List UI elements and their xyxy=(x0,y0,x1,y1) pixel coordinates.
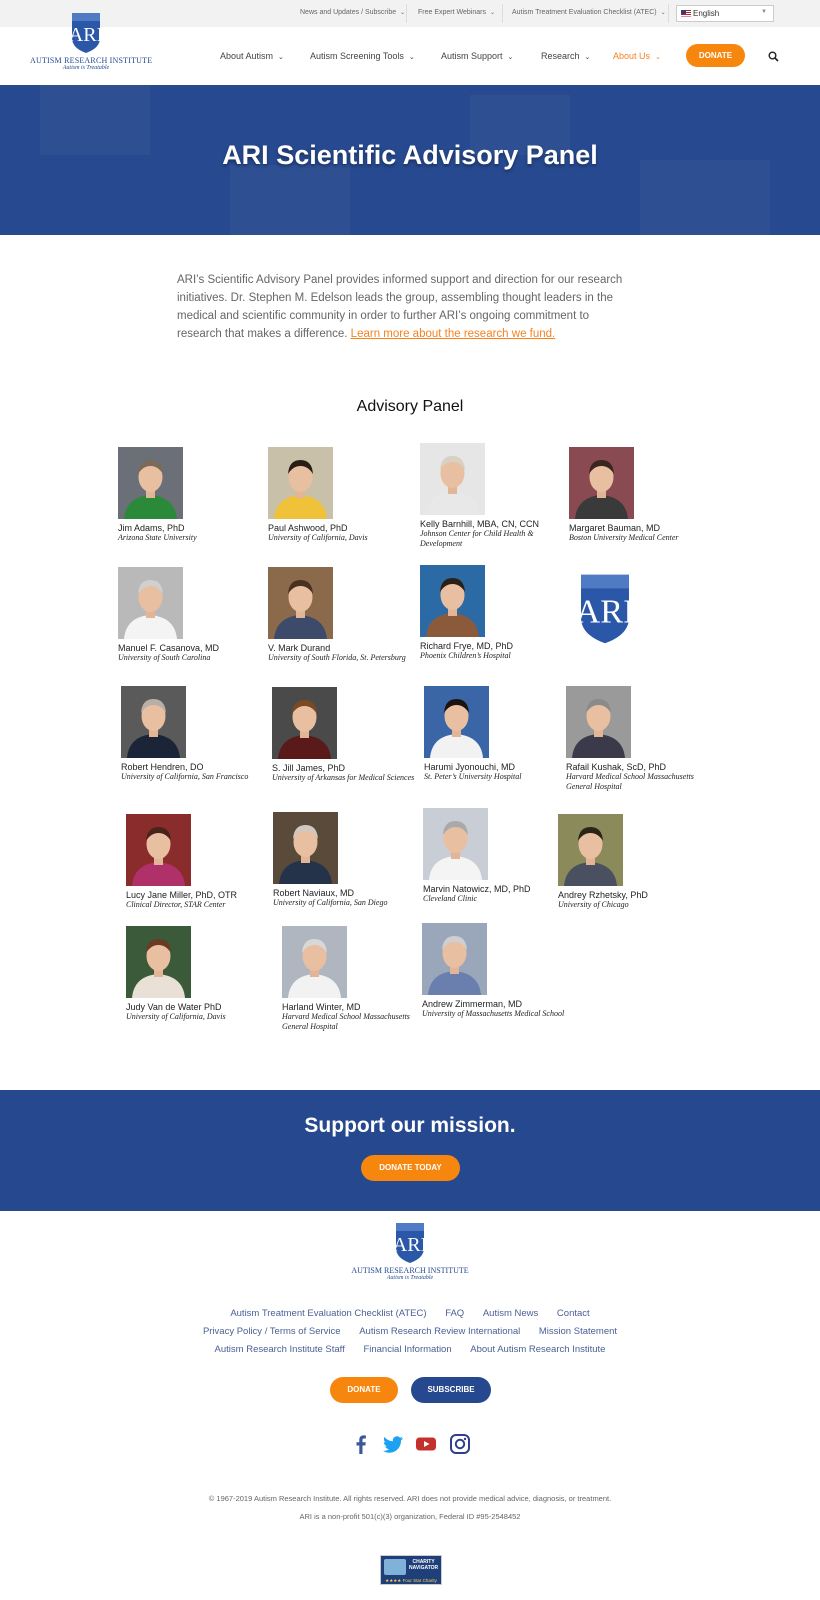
advisor-photo xyxy=(422,923,487,995)
advisor-card xyxy=(118,567,268,663)
ari-logo-tile xyxy=(569,567,719,650)
advisor-name: Andrey Rzhetsky, PhD xyxy=(558,890,648,900)
nav-label: Autism Screening Tools xyxy=(310,51,404,61)
advisor-affiliation: St. Peter’s University Hospital xyxy=(424,772,522,781)
advisor-affiliation: University of California, Davis xyxy=(126,1012,226,1021)
advisor-name: Andrew Zimmerman, MD xyxy=(422,999,523,1009)
advisor-card xyxy=(126,926,276,1022)
advisor-name: Lucy Jane Miller, PhD, OTR xyxy=(126,890,238,900)
advisor-card xyxy=(126,814,276,910)
advisor-name: Marvin Natowicz, MD, PhD xyxy=(423,884,531,894)
logo-tagline: Autism is Treatable xyxy=(62,65,110,71)
advisor-affiliation: University of Chicago xyxy=(558,900,629,909)
advisor-name: S. Jill James, PhD xyxy=(272,763,346,773)
nav-label: Research xyxy=(541,51,580,61)
ari-shield-icon xyxy=(575,573,635,645)
advisor-affiliation: University of South Carolina xyxy=(118,653,211,662)
advisor-photo xyxy=(566,686,631,758)
nav-label: About Autism xyxy=(220,51,274,61)
topbar-link-webinars[interactable] xyxy=(418,9,495,16)
logo-name: AUTISM RESEARCH INSTITUTE xyxy=(351,1266,469,1275)
chevron-down-icon: ⌄ xyxy=(584,54,591,61)
advisor-photo xyxy=(424,686,489,758)
advisor-affiliation: Boston University Medical Center xyxy=(569,533,679,542)
advisor-affiliation: University of California, Davis xyxy=(268,533,368,542)
chevron-down-icon: ⌄ xyxy=(400,10,406,16)
site-logo[interactable] xyxy=(30,12,153,74)
svg-text:ARI: ARI xyxy=(575,592,635,631)
advisor-name: Paul Ashwood, PhD xyxy=(268,523,348,533)
footer-donate-button[interactable]: DONATE xyxy=(330,1377,398,1403)
charity-navigator-logo-icon xyxy=(384,1559,406,1575)
advisor-name: Kelly Barnhill, MBA, CN, CCN xyxy=(420,519,540,529)
youtube-icon[interactable] xyxy=(415,1433,437,1455)
advisor-name: Margaret Bauman, MD xyxy=(569,523,661,533)
footer-link-privacy[interactable]: Privacy Policy / Terms of Service xyxy=(202,1326,341,1337)
advisor-name: Harland Winter, MD xyxy=(282,1002,361,1012)
advisor-photo xyxy=(420,565,485,637)
advisor-card xyxy=(422,923,572,1019)
footer-link-autism-news[interactable]: Autism News xyxy=(482,1308,539,1319)
advisor-photo xyxy=(121,686,186,758)
advisor-card xyxy=(282,926,432,1032)
footer-link-staff[interactable]: Autism Research Institute Staff xyxy=(214,1344,345,1355)
advisor-photo xyxy=(273,812,338,884)
advisor-affiliation: University of Massachusetts Medical School xyxy=(422,1009,565,1018)
advisor-card xyxy=(121,686,271,782)
research-funded-link[interactable]: Learn more about the research we fund. xyxy=(350,328,556,340)
divider xyxy=(668,4,669,23)
badge-line: Four Star Charity xyxy=(402,1578,437,1583)
nav-screening-tools[interactable] xyxy=(310,51,415,61)
advisor-photo xyxy=(126,814,191,886)
badge-line: NAVIGATOR xyxy=(409,1565,439,1571)
copyright-text: © 1967-2019 Autism Research Institute. All rights reserved. ARI does not provide medical advice, diagnosis, or treatment. xyxy=(208,1494,612,1503)
footer-link-arri[interactable]: Autism Research Review International xyxy=(359,1326,521,1337)
section-title: Advisory Panel xyxy=(356,398,464,415)
advisor-card xyxy=(268,567,418,663)
advisor-photo xyxy=(268,447,333,519)
svg-text:ARI: ARI xyxy=(392,1234,428,1256)
nav-research[interactable] xyxy=(541,51,590,61)
footer-link-faq[interactable]: FAQ xyxy=(445,1308,465,1319)
advisor-photo xyxy=(420,443,485,515)
advisor-affiliation: Phoenix Children’s Hospital xyxy=(420,651,511,660)
twitter-icon[interactable] xyxy=(382,1433,404,1455)
advisor-name: Harumi Jyonouchi, MD xyxy=(424,762,516,772)
chevron-down-icon: ⌄ xyxy=(408,54,415,61)
topbar-link-news[interactable] xyxy=(300,9,405,16)
advisor-card xyxy=(273,812,423,908)
advisor-card xyxy=(569,447,719,543)
advisor-affiliation: Harvard Medical School Massachusetts General Hospital xyxy=(566,772,694,791)
donate-today-button[interactable]: DONATE TODAY xyxy=(361,1155,460,1181)
logo-name: AUTISM RESEARCH INSTITUTE xyxy=(30,56,153,65)
footer-link-atec[interactable]: Autism Treatment Evaluation Checklist (ATEC) xyxy=(230,1308,427,1319)
advisor-name: Judy Van de Water PhD xyxy=(126,1002,222,1012)
advisor-card xyxy=(424,686,574,782)
footer-logo[interactable] xyxy=(350,1222,470,1281)
advisor-card xyxy=(566,686,716,792)
advisor-card xyxy=(420,565,570,661)
nav-autism-support[interactable] xyxy=(441,51,513,61)
advisor-photo xyxy=(558,814,623,886)
nonprofit-text: ARI is a non-profit 501(c)(3) organization, Federal ID #95-2548452 xyxy=(299,1512,521,1521)
advisor-card xyxy=(423,808,573,904)
intro-paragraph xyxy=(177,271,627,343)
advisor-name: Robert Naviaux, MD xyxy=(273,888,355,898)
page-title: ARI Scientific Advisory Panel xyxy=(222,140,598,170)
intro-text: ARI’s Scientific Advisory Panel provides informed support and direction for our research initiatives. Dr. Stephen M. Edelson leads the group, assembling thought leaders in the medical and scientific community in order to further ARI’s ongoing commitment to research that makes a difference. xyxy=(177,274,623,340)
badge-text xyxy=(409,1559,438,1571)
support-band xyxy=(0,1090,820,1211)
advisor-card xyxy=(420,443,570,549)
us-flag-icon xyxy=(681,10,691,17)
chevron-down-icon: ⌄ xyxy=(507,54,514,61)
badge-rating: ★★★★ Four Star Charity xyxy=(385,1578,437,1583)
advisor-photo xyxy=(282,926,347,998)
advisor-photo xyxy=(268,567,333,639)
footer-link-mission[interactable]: Mission Statement xyxy=(538,1326,618,1337)
language-value: English xyxy=(693,9,720,18)
ari-shield-icon xyxy=(392,1222,428,1264)
nav-about-autism[interactable] xyxy=(220,51,284,61)
advisor-name: V. Mark Durand xyxy=(268,643,331,653)
nav-label: Autism Support xyxy=(441,51,503,61)
ari-shield-icon xyxy=(68,12,104,54)
nav-about-us[interactable] xyxy=(613,51,661,61)
advisor-card xyxy=(268,447,418,543)
divider xyxy=(502,4,503,23)
advisor-photo xyxy=(569,447,634,519)
facebook-icon[interactable] xyxy=(350,1433,372,1455)
footer-links-row-1 xyxy=(0,1308,820,1319)
footer-link-about-ari[interactable]: About Autism Research Institute xyxy=(470,1344,606,1355)
footer-link-financial[interactable]: Financial Information xyxy=(363,1344,452,1355)
footer-subscribe-button[interactable]: SUBSCRIBE xyxy=(411,1377,491,1403)
advisor-card xyxy=(118,447,268,543)
chevron-down-icon: ⌄ xyxy=(489,10,495,16)
advisor-affiliation: University of South Florida, St. Petersburg xyxy=(268,653,406,662)
topbar-link-label: Free Expert Webinars xyxy=(418,9,486,16)
advisor-affiliation: University of Arkansas for Medical Sciences xyxy=(272,773,415,782)
advisor-affiliation: Arizona State University xyxy=(118,533,197,542)
advisor-photo xyxy=(118,447,183,519)
topbar-link-atec[interactable] xyxy=(512,9,666,16)
nav-label: About Us xyxy=(613,51,651,61)
advisor-card xyxy=(558,814,708,910)
search-icon[interactable] xyxy=(768,51,779,62)
support-heading: Support our mission. xyxy=(304,1114,516,1137)
svg-text:ARI: ARI xyxy=(68,24,104,46)
footer-links-row-3 xyxy=(0,1344,820,1355)
logo-tagline: Autism is Treatable xyxy=(386,1275,434,1281)
language-select[interactable] xyxy=(676,5,774,22)
dropdown-arrow-icon: ▼ xyxy=(761,9,767,15)
advisor-photo xyxy=(118,567,183,639)
advisor-affiliation: University of California, San Diego xyxy=(273,898,388,907)
footer-link-contact[interactable]: Contact xyxy=(556,1308,590,1319)
footer-links-row-2 xyxy=(0,1326,820,1337)
hero-banner xyxy=(0,85,820,235)
divider xyxy=(406,4,407,23)
charity-navigator-badge[interactable] xyxy=(380,1555,442,1585)
advisor-affiliation: Harvard Medical School Massachusetts General Hospital xyxy=(282,1012,410,1031)
advisor-affiliation: Cleveland Clinic xyxy=(423,894,477,903)
hero-pattern xyxy=(230,165,350,235)
donate-button[interactable]: DONATE xyxy=(686,44,745,67)
advisor-photo xyxy=(126,926,191,998)
chevron-down-icon: ⌄ xyxy=(655,54,661,61)
advisor-affiliation: University of California, San Francisco xyxy=(121,772,249,781)
chevron-down-icon: ⌄ xyxy=(278,54,284,61)
advisor-photo xyxy=(272,687,337,759)
topbar-link-label: Autism Treatment Evaluation Checklist (ATEC) xyxy=(512,9,657,16)
advisor-name: Robert Hendren, DO xyxy=(121,762,204,772)
topbar-link-label: News and Updates / Subscribe xyxy=(300,9,397,16)
advisor-name: Jim Adams, PhD xyxy=(118,523,185,533)
instagram-icon[interactable] xyxy=(449,1433,471,1455)
advisor-photo xyxy=(423,808,488,880)
hero-pattern xyxy=(640,160,770,235)
advisor-name: Richard Frye, MD, PhD xyxy=(420,641,514,651)
advisor-name: Rafail Kushak, ScD, PhD xyxy=(566,762,667,772)
advisor-affiliation: Clinical Director, STAR Center xyxy=(126,900,226,909)
advisor-card xyxy=(272,687,422,783)
advisor-affiliation: Johnson Center for Child Health & Development xyxy=(420,529,534,548)
advisor-name: Manuel F. Casanova, MD xyxy=(118,643,220,653)
badge-line: CHARITY xyxy=(412,1559,435,1565)
chevron-down-icon: ⌄ xyxy=(660,10,666,16)
